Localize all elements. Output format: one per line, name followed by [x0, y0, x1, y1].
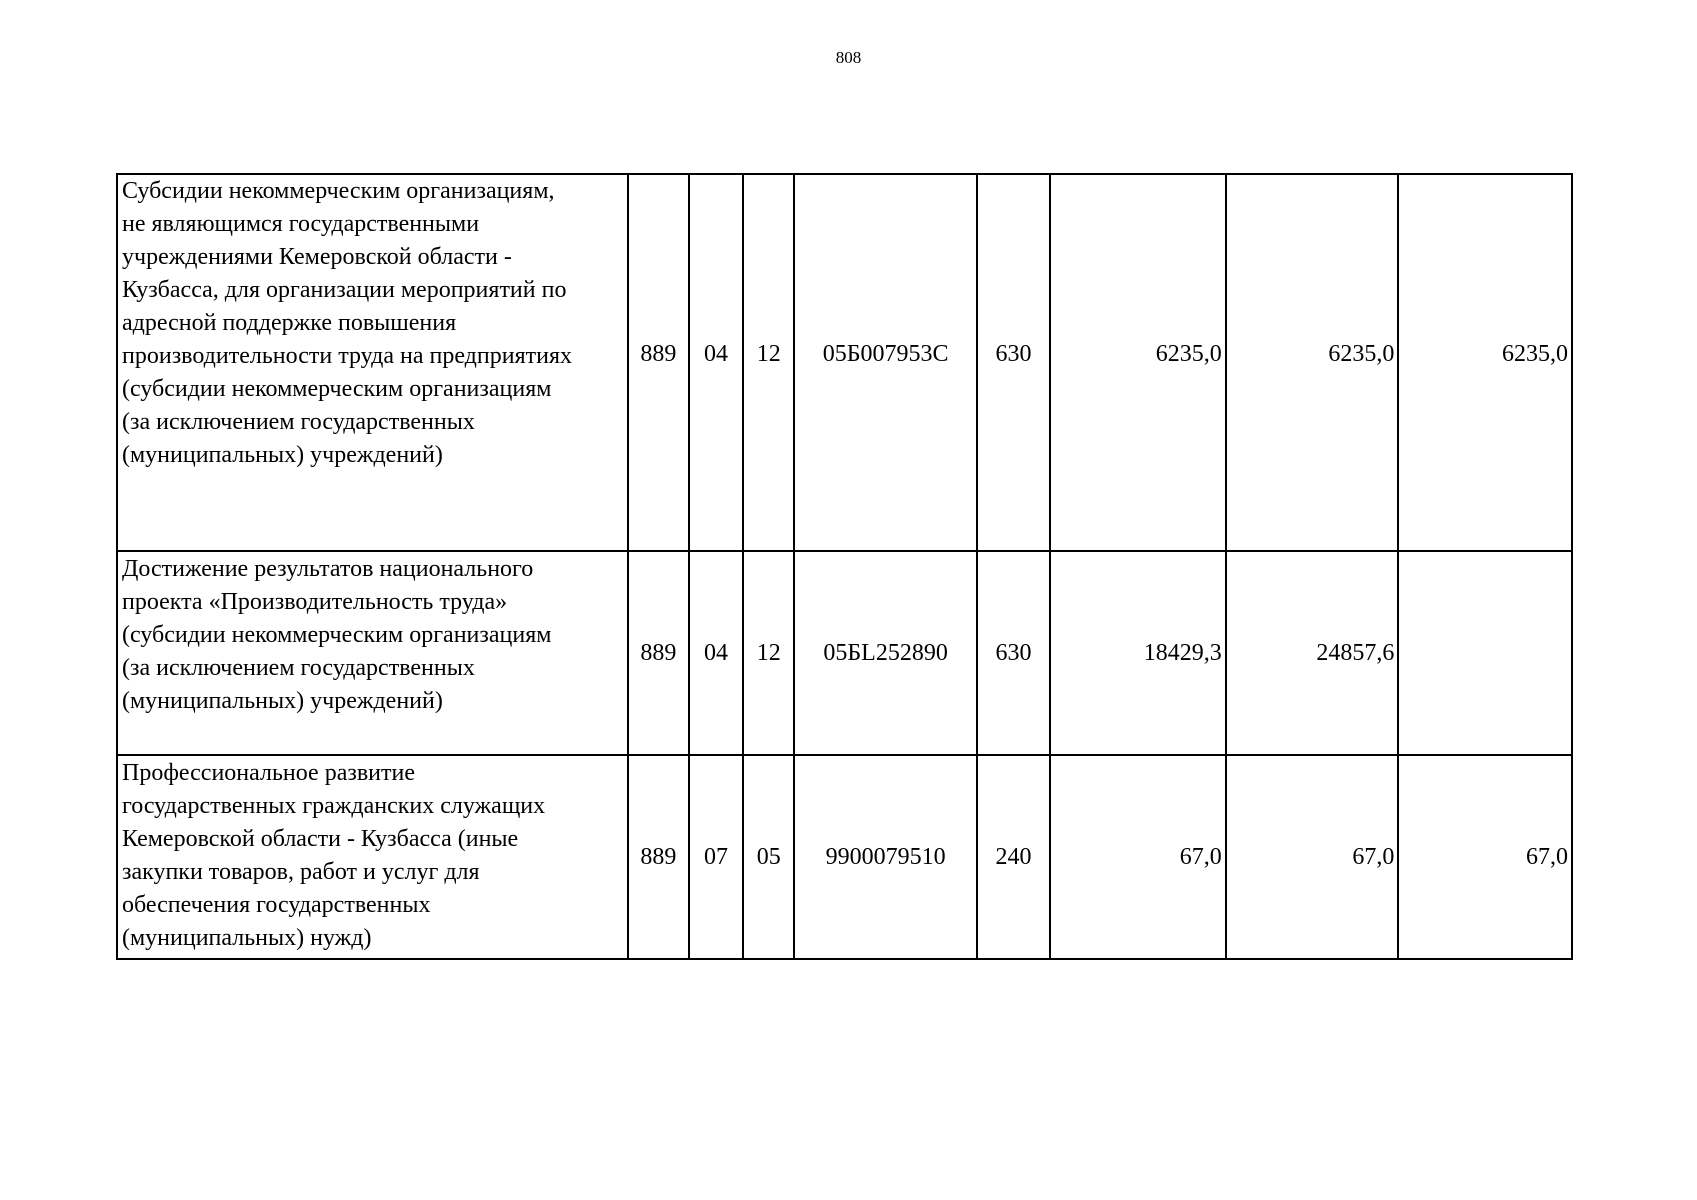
section-code-cell — [689, 174, 743, 551]
section-code: 07 — [689, 755, 743, 959]
subsection-code: 12 — [743, 551, 794, 755]
page-number: 808 — [835, 48, 862, 67]
table-row — [117, 755, 1572, 959]
subsection-code-cell — [743, 174, 794, 551]
ministry-code-cell — [628, 174, 689, 551]
amount-1: 18429,3 — [1050, 551, 1226, 755]
section-code: 04 — [689, 551, 743, 755]
amount-3-cell — [1398, 174, 1572, 551]
amount-3: 67,0 — [1398, 755, 1572, 959]
table-row — [117, 551, 1572, 755]
amount-1: 6235,0 — [1155, 341, 1222, 367]
amount-3: 6235,0 — [1502, 341, 1568, 367]
row-description: Субсидии некоммерческим организациям, не являющимся государственными учреждениями Кемеровской области - Кузбасса, для организации мероприятий по адресной поддержке повышения производительности труда на предприятиях (субсидии некоммерческим организациям (за исключением государственных (муниципальных) учреждений) — [117, 174, 628, 551]
table-row — [117, 174, 1572, 551]
ministry-code: 889 — [628, 551, 689, 755]
amount-2: 6235,0 — [1328, 341, 1395, 367]
expense-type-code: 240 — [977, 755, 1050, 959]
amount-2: 24857,6 — [1226, 551, 1399, 755]
target-article-code: 05БL252890 — [794, 551, 977, 755]
expense-type-code: 630 — [995, 341, 1032, 367]
section-code: 04 — [704, 341, 729, 367]
expense-type-cell — [977, 174, 1050, 551]
expense-type-code: 630 — [977, 551, 1050, 755]
subsection-code: 05 — [743, 755, 794, 959]
row-description: Достижение результатов национального проекта «Производительность труда» (субсидии некоммерческим организациям (за исключением государственных (муниципальных) учреждений) — [117, 551, 628, 755]
row-description: Профессиональное развитие государственных гражданских служащих Кемеровской области - Кузбасса (иные закупки товаров, работ и услуг для обеспечения государственных (муниципальных) нужд) — [117, 755, 628, 959]
target-article-code: 05Б007953С — [822, 341, 949, 367]
budget-table — [116, 173, 1573, 960]
target-article-cell — [794, 174, 977, 551]
subsection-code: 12 — [756, 341, 781, 367]
target-article-code: 9900079510 — [794, 755, 977, 959]
amount-2: 67,0 — [1226, 755, 1399, 959]
ministry-code: 889 — [640, 341, 677, 367]
amount-1-cell — [1050, 174, 1226, 551]
amount-3 — [1398, 551, 1572, 755]
amount-2-cell — [1226, 174, 1399, 551]
amount-1: 67,0 — [1050, 755, 1226, 959]
ministry-code: 889 — [628, 755, 689, 959]
